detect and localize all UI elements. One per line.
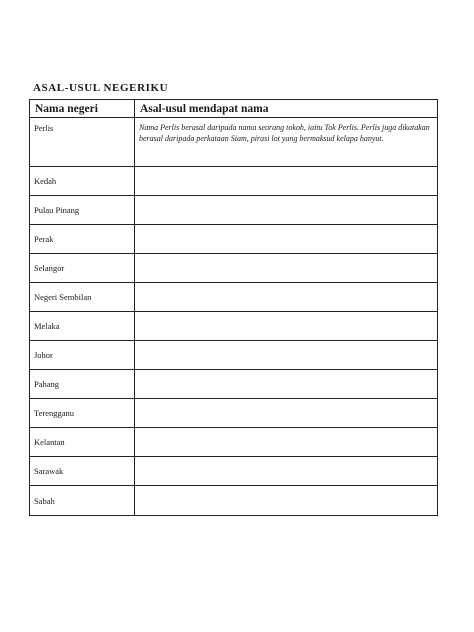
state-name-cell: Pahang (30, 370, 135, 399)
origin-cell (135, 399, 438, 428)
table-row (30, 428, 438, 457)
state-name-cell: Sarawak (30, 457, 135, 486)
origin-cell (135, 457, 438, 486)
state-name-cell: Negeri Sembilan (30, 283, 135, 312)
origin-cell (135, 428, 438, 457)
origin-cell (135, 312, 438, 341)
table-header-row (30, 100, 438, 118)
origin-cell: Nama Perlis berasal daripada nama seorang tokoh, iaitu Tok Perlis. Perlis juga dikatakan berasal daripada perkataan Siam, pirasi lot yang bermaksud kelapa hanyut. (135, 118, 438, 167)
state-name-cell: Sabah (30, 486, 135, 516)
table-row (30, 283, 438, 312)
table-row (30, 118, 438, 167)
document-title: ASAL-USUL NEGERIKU (33, 82, 169, 94)
state-name-cell: Kelantan (30, 428, 135, 457)
state-name-cell: Perak (30, 225, 135, 254)
table-row (30, 341, 438, 370)
origin-cell (135, 283, 438, 312)
states-table (29, 99, 438, 516)
table-row (30, 312, 438, 341)
state-name-cell: Selangor (30, 254, 135, 283)
table-row (30, 254, 438, 283)
state-name-cell: Kedah (30, 167, 135, 196)
table-row (30, 196, 438, 225)
table-row (30, 225, 438, 254)
state-name-cell: Perlis (30, 118, 135, 167)
state-name-cell: Terengganu (30, 399, 135, 428)
column-header-origin: Asal-usul mendapat nama (135, 100, 438, 118)
table-row (30, 486, 438, 516)
origin-cell (135, 167, 438, 196)
table-row (30, 370, 438, 399)
origin-cell (135, 370, 438, 399)
state-name-cell: Pulau Pinang (30, 196, 135, 225)
table-row (30, 167, 438, 196)
table-row (30, 457, 438, 486)
column-header-state: Nama negeri (30, 100, 135, 118)
origin-cell (135, 486, 438, 516)
origin-cell (135, 254, 438, 283)
state-name-cell: Johor (30, 341, 135, 370)
origin-cell (135, 196, 438, 225)
origin-cell (135, 225, 438, 254)
origin-cell (135, 341, 438, 370)
table-row (30, 399, 438, 428)
state-name-cell: Melaka (30, 312, 135, 341)
